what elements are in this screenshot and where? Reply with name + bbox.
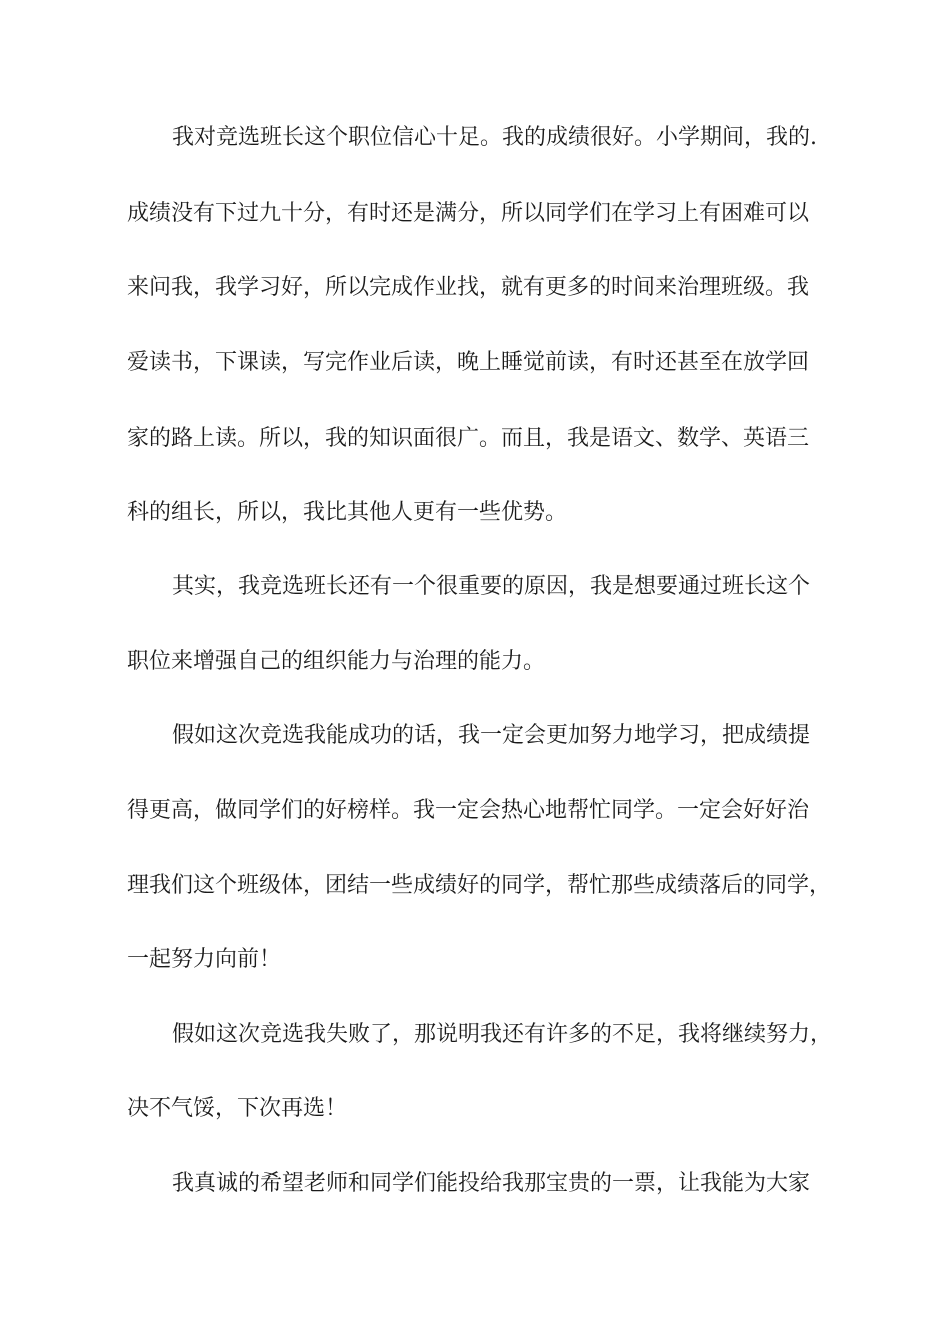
paragraph-1-line-3: 来问我，我学习好，所以完成作业找，就有更多的时间来治理班级。我 bbox=[127, 275, 810, 300]
paragraph-3-line-4: 一起努力向前！ bbox=[127, 947, 282, 972]
paragraph-3-line-2: 得更高，做同学们的好榜样。我一定会热心地帮忙同学。一定会好好治 bbox=[127, 798, 810, 823]
paragraph-1-line-2: 成绩没有下过九十分，有时还是满分，所以同学们在学习上有困难可以 bbox=[127, 201, 810, 226]
paragraph-4-line-2: 决不气馁，下次再选！ bbox=[127, 1096, 348, 1121]
paragraph-2-line-1: 其实，我竞选班长还有一个很重要的原因，我是想要通过班长这个 bbox=[172, 574, 811, 599]
paragraph-1-line-5: 家的路上读。所以，我的知识面很广。而且，我是语文、数学、英语三 bbox=[127, 426, 810, 451]
paragraph-2-line-2: 职位来增强自己的组织能力与治理的能力。 bbox=[127, 649, 546, 674]
paragraph-1-line-1: 我对竞选班长这个职位信心十足。我的成绩很好。小学期间，我的. bbox=[172, 125, 817, 150]
paragraph-3-line-1: 假如这次竞选我能成功的话，我一定会更加努力地学习，把成绩提 bbox=[172, 723, 811, 748]
paragraph-3-line-3: 理我们这个班级体，团结一些成绩好的同学，帮忙那些成绩落后的同学， bbox=[127, 873, 832, 898]
paragraph-4-line-1: 假如这次竞选我失败了，那说明我还有许多的不足，我将继续努力， bbox=[172, 1022, 833, 1047]
paragraph-5-line-1: 我真诚的希望老师和同学们能投给我那宝贵的一票，让我能为大家 bbox=[172, 1171, 811, 1196]
paragraph-1-line-6: 科的组长，所以，我比其他人更有一些优势。 bbox=[127, 500, 568, 525]
paragraph-1-line-4: 爱读书，下课读，写完作业后读，晚上睡觉前读，有时还甚至在放学回 bbox=[127, 350, 810, 375]
